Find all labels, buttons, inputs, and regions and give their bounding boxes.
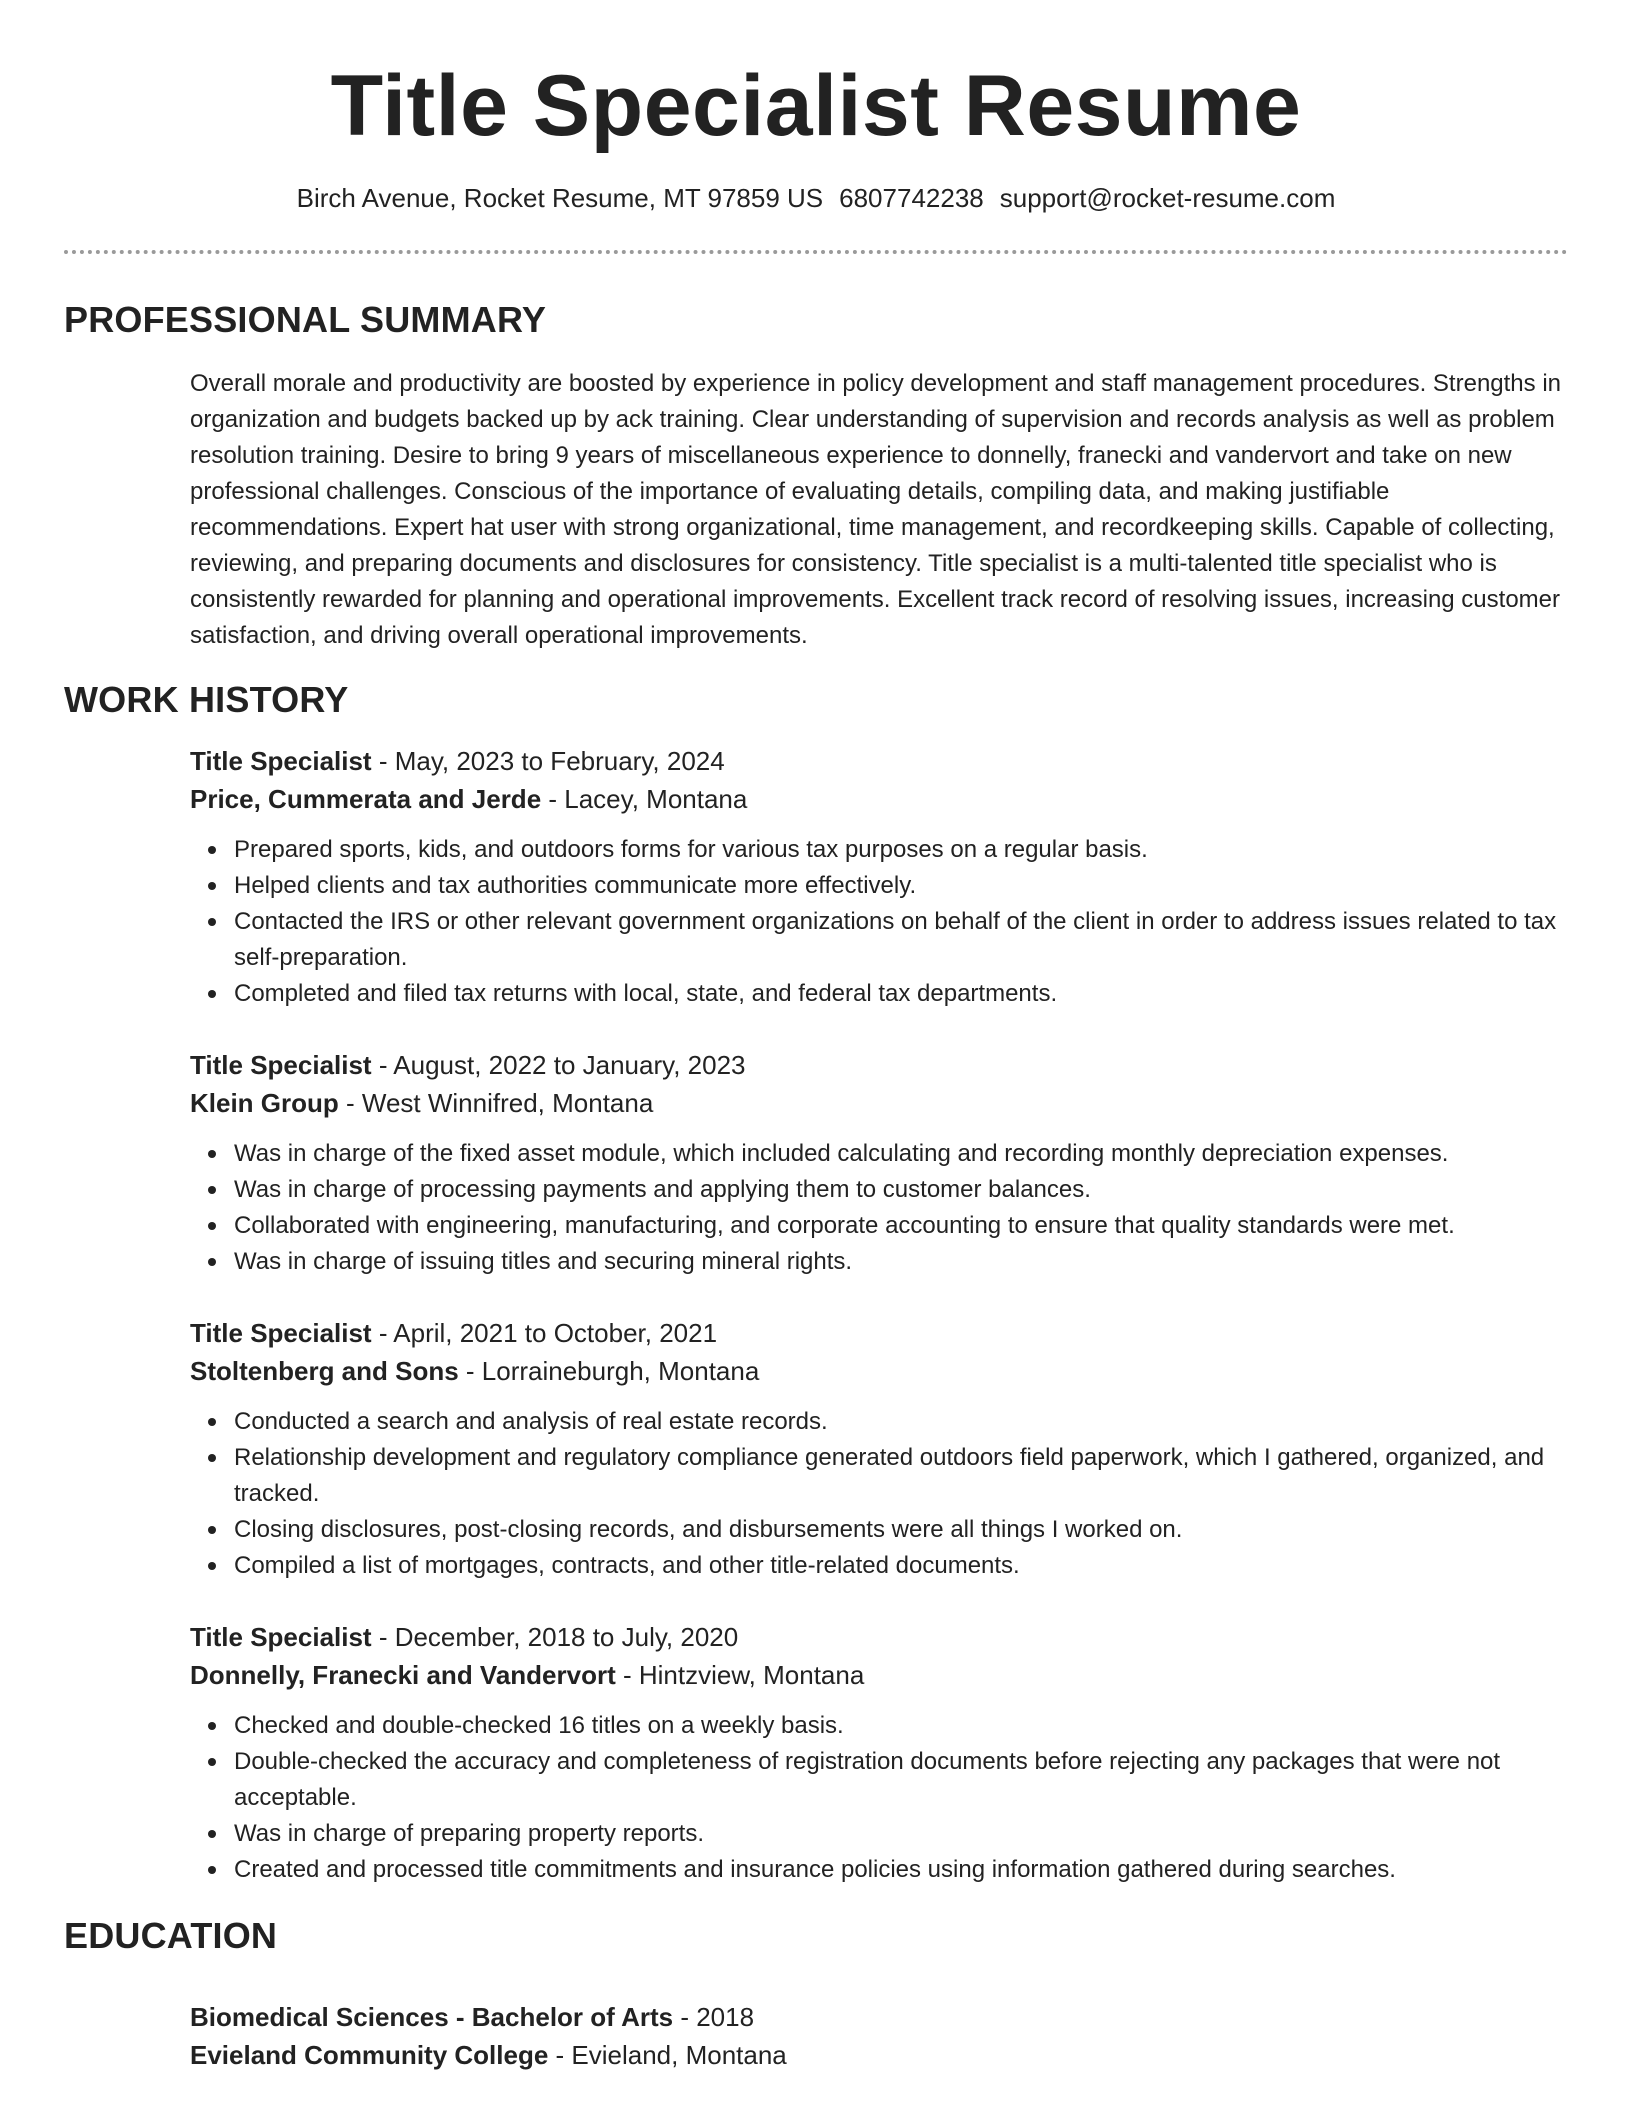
- job-title: Title Specialist: [190, 1622, 372, 1652]
- job-company: Donnelly, Franecki and Vandervort: [190, 1660, 616, 1690]
- job-company-line: [190, 1084, 1570, 1122]
- job-company-line: [190, 780, 1570, 818]
- page-title: Title Specialist Resume: [330, 58, 1302, 154]
- section-heading-education: EDUCATION: [64, 1915, 278, 1956]
- job-entry: [190, 742, 1570, 1012]
- education-school: Evieland Community College: [190, 2040, 549, 2070]
- job-title: Title Specialist: [190, 1050, 372, 1080]
- summary-text: Overall morale and productivity are boosted by experience in policy development and staff management procedures. Strengths in organization and budgets backed up by ack training. Clear understanding of supervision and records analysis as well as problem resolution training. Desire to bring 9 years of miscellaneous experience to donnelly, franecki and vandervort and take on new professional challenges. Conscious of the importance of evaluating details, compiling data, and making justifiable recommendations. Expert hat user with strong organizational, time management, and recordkeeping skills. Capable of collecting, reviewing, and preparing documents and disclosures for consistency. Title specialist is a multi-talented title specialist who is consistently rewarded for planning and operational improvements. Excellent track record of resolving issues, increasing customer satisfaction, and driving overall operational improvements.: [190, 370, 1561, 649]
- job-bullet: Was in charge of processing payments and applying them to customer balances.: [234, 1172, 1570, 1208]
- job-company-line: [190, 1656, 1570, 1694]
- job-company: Klein Group: [190, 1088, 339, 1118]
- job-bullet: Conducted a search and analysis of real estate records.: [234, 1404, 1570, 1440]
- job-bullet: Closing disclosures, post-closing records, and disbursements were all things I worked on.: [234, 1512, 1570, 1548]
- job-bullet: Was in charge of the fixed asset module, which included calculating and recording monthly depreciation expenses.: [234, 1136, 1570, 1172]
- job-dates: - August, 2022 to January, 2023: [371, 1050, 746, 1080]
- job-bullet: Helped clients and tax authorities communicate more effectively.: [234, 868, 1570, 904]
- education-degree-line: [190, 1998, 1570, 2036]
- job-entry: [190, 1046, 1570, 1280]
- job-title-line: [190, 1314, 1570, 1352]
- education-location: - Evieland, Montana: [548, 2040, 787, 2070]
- section-heading-summary: PROFESSIONAL SUMMARY: [64, 299, 547, 340]
- job-location: - Lacey, Montana: [541, 784, 748, 814]
- job-title-line: [190, 1046, 1570, 1084]
- job-location: - Lorraineburgh, Montana: [458, 1356, 760, 1386]
- job-title: Title Specialist: [190, 746, 372, 776]
- job-bullet-list: [190, 1708, 1570, 1888]
- job-bullet: Contacted the IRS or other relevant government organizations on behalf of the client in order to address issues related to tax self-preparation.: [234, 904, 1570, 976]
- education-entry: [190, 1998, 1570, 2074]
- job-bullet: Relationship development and regulatory compliance generated outdoors field paperwork, which I gathered, organized, and tracked.: [234, 1440, 1570, 1512]
- contact-email: support@rocket-resume.com: [999, 183, 1336, 213]
- education-school-line: [190, 2036, 1570, 2074]
- job-bullet: Double-checked the accuracy and completeness of registration documents before rejecting any packages that were not acceptable.: [234, 1744, 1570, 1816]
- job-title-line: [190, 742, 1570, 780]
- job-bullet: Was in charge of issuing titles and securing mineral rights.: [234, 1244, 1570, 1280]
- job-entry: [190, 1314, 1570, 1584]
- education-year: - 2018: [673, 2002, 755, 2032]
- job-bullet-list: [190, 832, 1570, 1012]
- job-bullet: Created and processed title commitments and insurance policies using information gathered during searches.: [234, 1852, 1570, 1888]
- contact-line: [0, 180, 1632, 216]
- job-bullet: Was in charge of preparing property reports.: [234, 1816, 1570, 1852]
- job-entry: [190, 1618, 1570, 1888]
- job-location: - Hintzview, Montana: [615, 1660, 865, 1690]
- job-bullet: Completed and filed tax returns with local, state, and federal tax departments.: [234, 976, 1570, 1012]
- contact-address: Birch Avenue, Rocket Resume, MT 97859 US: [296, 183, 824, 213]
- job-company-line: [190, 1352, 1570, 1390]
- contact-phone: 6807742238: [839, 183, 984, 213]
- education-degree: Biomedical Sciences - Bachelor of Arts: [190, 2002, 674, 2032]
- job-dates: - May, 2023 to February, 2024: [371, 746, 725, 776]
- job-company: Price, Cummerata and Jerde: [190, 784, 542, 814]
- job-bullet: Prepared sports, kids, and outdoors forms for various tax purposes on a regular basis.: [234, 832, 1570, 868]
- section-heading-work-history: WORK HISTORY: [64, 679, 349, 720]
- job-bullet: Checked and double-checked 16 titles on a weekly basis.: [234, 1708, 1570, 1744]
- job-company: Stoltenberg and Sons: [190, 1356, 459, 1386]
- job-bullet-list: [190, 1404, 1570, 1584]
- job-dates: - December, 2018 to July, 2020: [371, 1622, 739, 1652]
- job-dates: - April, 2021 to October, 2021: [371, 1318, 718, 1348]
- job-title: Title Specialist: [190, 1318, 372, 1348]
- job-title-line: [190, 1618, 1570, 1656]
- job-bullet: Compiled a list of mortgages, contracts, and other title-related documents.: [234, 1548, 1570, 1584]
- job-bullet-list: [190, 1136, 1570, 1280]
- job-bullet: Collaborated with engineering, manufacturing, and corporate accounting to ensure that quality standards were met.: [234, 1208, 1570, 1244]
- header-divider: [64, 250, 1568, 254]
- job-location: - West Winnifred, Montana: [338, 1088, 654, 1118]
